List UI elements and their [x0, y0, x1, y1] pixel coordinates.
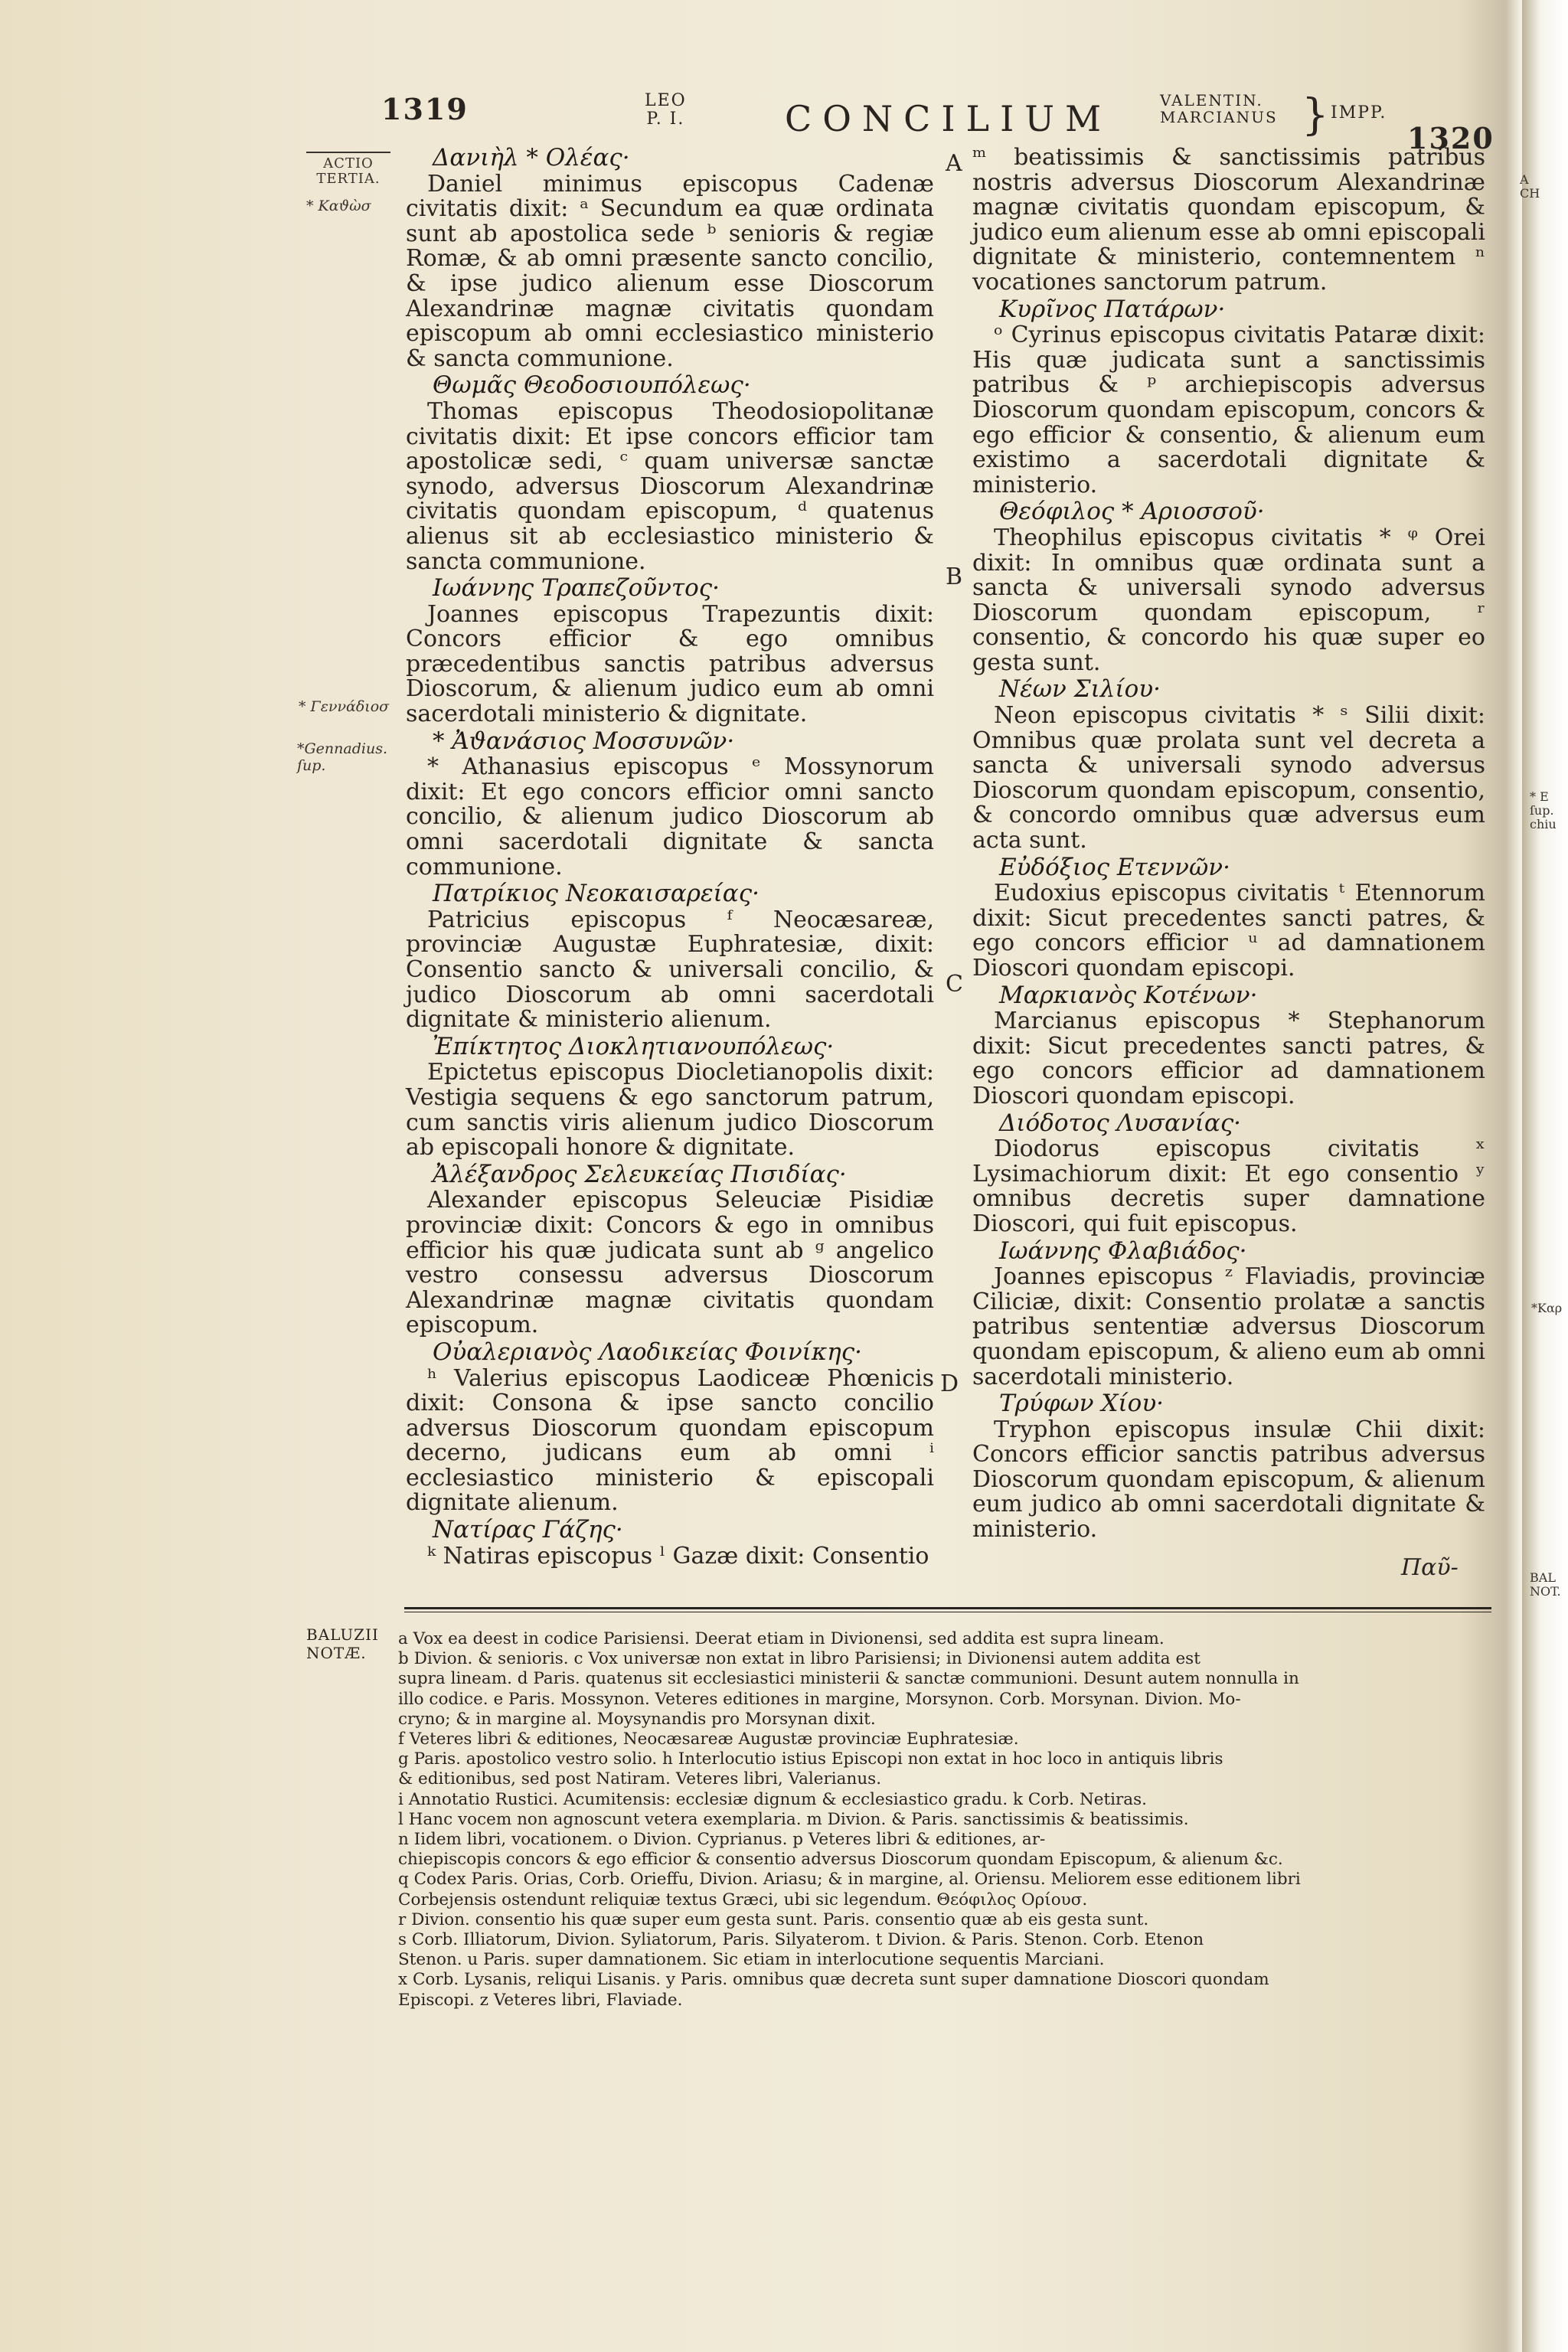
footnote-line: cryno; & in margine al. Moysynandis pro Morsynan dixit. [398, 1709, 876, 1729]
leo-line1: LEO [645, 91, 687, 110]
right-margin-bal-not: BAL NOT. [1530, 1570, 1561, 1599]
greek-signature: Ιωάννης Τραπεζοῦντος· [433, 574, 720, 603]
footnote-line: Episcopi. z Veteres libri, Flaviade. [398, 1990, 683, 2010]
page-edge [1522, 0, 1568, 2352]
latin-paragraph: ᵐ beatissimis & sanctissimis patribus nostris adversus Dioscorum Alexandrinæ magnæ civitatis quondam episcopum, & judico eum alienum esse ab omni episcopali dignitate & ministerio, contemnentem ⁿ vocationes sanctorum patrum. [972, 144, 1485, 296]
catchword: Παῦ- [1401, 1554, 1459, 1581]
right-text-column [972, 145, 1485, 1544]
margin-actio: ACTIO TERTIA. [306, 152, 390, 187]
latin-paragraph: Epictetus episcopus Diocletianopolis dixit: Vestigia sequens & ego sanctorum patrum, cum sanctis viris alienum judico Dioscorum ab episcopali honore & dignitate. [406, 1059, 934, 1161]
running-head-emperors [1160, 92, 1278, 126]
leo-line2: P. I. [646, 109, 685, 129]
greek-signature: Κυρῖνος Πατάρων· [999, 295, 1226, 323]
right-margin-star-kap: *Καρ [1531, 1301, 1563, 1315]
greek-signature: Διόδοτος Λυσανίας· [999, 1109, 1242, 1137]
notes-rule-thick [404, 1607, 1491, 1609]
latin-paragraph: Thomas episcopus Theodosiopolitanæ civitatis dixit: Et ipse concors efficior tam apostolicæ sedi, ᶜ quam universæ sanctæ synodo, adversus Dioscorum Alexandrinæ civitatis quondam episcopum, ᵈ quatenus alienus sit ab ecclesiastico ministerio & sancta communione. [406, 397, 934, 575]
margin-gennadios: * Γεννάδιοσ [299, 698, 390, 715]
footnote-line: r Divion. consentio his quæ super eum gesta sunt. Paris. consentio quæ ab eis gesta sunt. [398, 1909, 1149, 1929]
section-letter-d: D [940, 1370, 959, 1397]
left-text-column [406, 145, 934, 1570]
latin-paragraph: Eudoxius episcopus civitatis ᵗ Etennorum dixit: Sicut precedentes sancti patres, & ego concors efficior ᵘ ad damnationem Dioscori quondam episcopi. [972, 880, 1485, 982]
footnote-line: chiepiscopis concors & ego efficior & consentio adversus Dioscorum quondam Episcopum, & alienum &c. [398, 1850, 1283, 1870]
latin-paragraph: ʰ Valerius episcopus Laodiceæ Phœnicis dixit: Consona & ipse sancto concilio adversus Dioscorum quondam episcopum decerno, judicans eum ab omni ⁱ ecclesiastico ministerio & episcopali dignitate alienum. [406, 1364, 934, 1517]
latin-paragraph: ᵏ Natiras episcopus ˡ Gazæ dixit: Consentio [427, 1542, 929, 1570]
greek-signature: Δανιὴλ * Ολέας· [433, 144, 630, 172]
greek-signature: * Ἀϑανάσιος Μοσσυνῶν· [433, 727, 735, 755]
page-number-left: 1319 [381, 92, 469, 126]
latin-paragraph: Tryphon episcopus insulæ Chii dixit: Concors efficior sanctis patribus adversus Dioscorum quondam episcopum, & alienum eum judico ab omni sacerdotali dignitate & ministerio. [972, 1416, 1485, 1544]
greek-signature: Ἐπίκτητος Διοκλητιανουπόλεως· [433, 1032, 835, 1060]
footnote-line: q Codex Paris. Orias, Corb. Orieffu, Divion. Ariasu; & in margine, al. Oriensu. Meliorem esse editionem libri [398, 1870, 1301, 1890]
right-margin-star-e: * E ſup. chiu [1530, 789, 1557, 831]
running-head-leo [645, 92, 687, 129]
right-margin-a-ch: A CH [1520, 172, 1540, 201]
greek-signature: Μαρκιανὸς Κοτένων· [999, 981, 1258, 1009]
footnote-line: n Iidem libri, vocationem. o Divion. Cyprianus. p Veteres libri & editiones, ar- [398, 1830, 1046, 1850]
greek-signature: Πατρίκιος Νεοκαισαρείας· [433, 880, 760, 908]
brace-glyph: } [1302, 90, 1331, 140]
latin-paragraph: Patricius episcopus ᶠ Neocæsareæ, provinciæ Augustæ Euphratesiæ, dixit: Consentio sancto & universali concilio, & judico Dioscorum ab omni sacerdotali dignitate & ministerio alienum. [406, 906, 934, 1034]
greek-signature: Εὐδόξιος Ετεννῶν· [999, 853, 1230, 881]
greek-signature: Οὐαλεριανὸς Λαοδικείας Φοινίκης· [433, 1338, 862, 1366]
footnote-line: s Corb. Illiatorum, Divion. Syliatorum, Paris. Silyaterom. t Divion. & Paris. Stenon. Corb. Etenon [398, 1930, 1204, 1950]
latin-paragraph: * Athanasius episcopus ᵉ Mossynorum dixit: Et ego concors efficior omni sancto concilio, & alienum judico Dioscorum ab omni sacerdotali dignitate & sancta communione. [406, 753, 934, 880]
greek-signature: Ἀλέξανδρος Σελευκείας Πισιδίας· [433, 1160, 847, 1188]
impp-label: IMPP. [1331, 103, 1387, 122]
footnote-line: a Vox ea deest in codice Parisiensi. Deerat etiam in Divionensi, sed addita est supra lineam. [398, 1629, 1165, 1648]
footnote-line: illo codice. e Paris. Mossynon. Veteres editiones in margine, Morsynon. Corb. Morsynan. Divion. Mo- [398, 1689, 1241, 1709]
section-letter-c: C [946, 971, 963, 998]
latin-paragraph: Diodorus episcopus civitatis ˣ Lysimachiorum dixit: Et ego consentio ʸ omnibus decretis super damnatione Dioscori, qui fuit episcopus. [972, 1135, 1485, 1237]
running-title: CONCILIUM [785, 98, 1112, 139]
footnote-line: b Divion. & senioris. c Vox universæ non extat in libro Parisiensi; in Divionensi autem addita est [398, 1649, 1200, 1669]
footnote-line: i Annotatio Rustici. Acumitensis: ecclesiæ dignum & ecclesiastico gradu. k Corb. Netiras. [398, 1789, 1147, 1809]
page-number-right: 1320 [1407, 121, 1494, 155]
footnote-line: Corbejensis ostendunt reliquiæ textus Græci, ubi sic legendum. Θεόφιλος Ορίουσ. [398, 1890, 1088, 1909]
footnote-line: & editionibus, sed post Natiram. Veteres libri, Valerianus. [398, 1769, 882, 1789]
footnote-line: l Hanc vocem non agnoscunt vetera exemplaria. m Divion. & Paris. sanctissimis & beatissimis. [398, 1809, 1189, 1829]
latin-paragraph: Theophilus episcopus civitatis * ᵠ Orei dixit: In omnibus quæ ordinata sunt a sancta & universali synodo adversus Dioscorum quondam episcopum, ʳ consentio, & concordo his quæ super eo gesta sunt. [972, 524, 1485, 676]
margin-kath: * Καϑὼσ [306, 198, 371, 214]
latin-paragraph: Alexander episcopus Seleuciæ Pisidiæ provinciæ dixit: Concors & ego in omnibus efficior his quæ judicata sunt ab ᵍ angelico vestro consessu adversus Dioscorum Alexandrinæ magnæ civitatis quondam episcopum. [406, 1187, 934, 1339]
greek-signature: Νατίρας Γάζης· [433, 1516, 623, 1544]
greek-signature: Ιωάννης Φλαβιάδος· [999, 1236, 1247, 1265]
margin-gennadius: *Gennadius. ſup. [297, 740, 387, 774]
greek-signature: Νέων Σιλίου· [999, 675, 1161, 704]
latin-paragraph: Joannes episcopus Trapezuntis dixit: Concors efficior & ego omnibus præcedentibus sanctis patribus adversus Dioscorum, & alienum judico eum ab omni sacerdotali ministerio & dignitate. [406, 600, 934, 728]
valent-line1: VALENTIN. [1160, 91, 1263, 109]
notes-label: BALUZII NOTÆ. [306, 1625, 379, 1662]
footnotes [398, 1629, 1508, 2011]
latin-paragraph: ᵒ Cyrinus episcopus civitatis Pataræ dixit: His quæ judicata sunt a sanctissimis patribus & ᵖ archiepiscopis adversus Dioscorum quondam episcopum, concors & ego efficior & consentio, & alienum eum existimo a sacerdotali dignitate & ministerio. [972, 322, 1485, 498]
footnote-line: supra lineam. d Paris. quatenus sit ecclesiastici ministerii & sanctæ communioni. Desunt autem nonnulla in [398, 1669, 1299, 1689]
greek-signature: Θεόφιλος * Αριοσσοῦ· [999, 498, 1265, 526]
valent-line2: MARCIANUS [1160, 108, 1278, 126]
section-letter-a: A [946, 150, 962, 177]
footnote-line: Stenon. u Paris. super damnationem. Sic etiam in interlocutione sequentis Marciani. [398, 1950, 1105, 1970]
latin-paragraph: Joannes episcopus ᶻ Flaviadis, provinciæ Ciliciæ, dixit: Consentio prolatæ a sanctis patribus sententiæ adversus Dioscorum quondam episcopum, & alieno eum ab omni sacerdotali ministerio. [972, 1263, 1485, 1390]
latin-paragraph: Daniel minimus episcopus Cadenæ civitatis dixit: ᵃ Secundum ea quæ ordinata sunt ab apostolica sede ᵇ senioris & regiæ Romæ, & ab omni præsente sancto concilio, & ipse judico alienum esse Dioscorum Alexandrinæ magnæ civitatis quondam episcopum ab omni ecclesiastico ministerio & sancta communione. [406, 170, 934, 372]
footnote-line: g Paris. apostolico vestro solio. h Interlocutio istius Episcopi non extat in hoc loco in antiquis libris [398, 1749, 1223, 1769]
footnote-line: x Corb. Lysanis, reliqui Lisanis. y Paris. omnibus quæ decreta sunt super damnatione Dioscori quondam [398, 1970, 1269, 1990]
latin-paragraph: Neon episcopus civitatis * ˢ Silii dixit: Omnibus quæ prolata sunt vel decreta a sancta & universali synodo adversus Dioscorum quondam episcopum, consentio, & concordo omnibus quæ adversus eum acta sunt. [972, 702, 1485, 854]
section-letter-b: B [946, 564, 963, 590]
greek-signature: Θωμᾶς Θεοδοσιουπόλεως· [433, 371, 751, 400]
latin-paragraph: Marcianus episcopus * Stephanorum dixit: Sicut precedentes sancti patres, & ego concors efficior ad damnationem Dioscori quondam episcopi. [972, 1008, 1485, 1109]
footnote-line: f Veteres libri & editiones, Neocæsareæ Augustæ provinciæ Euphratesiæ. [398, 1730, 1019, 1749]
greek-signature: Τρύφων Χίου· [999, 1390, 1165, 1418]
